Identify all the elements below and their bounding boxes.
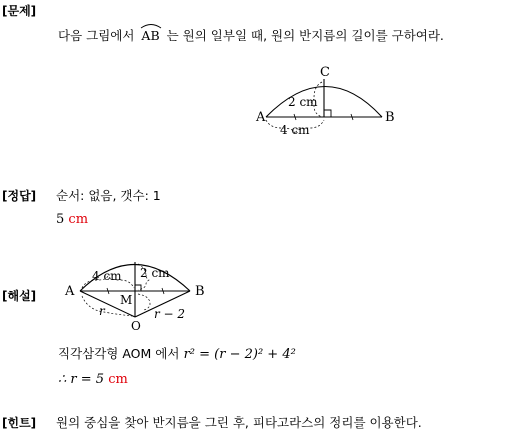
problem-text <box>58 26 444 44</box>
figure-arc-diagram <box>240 62 410 142</box>
solution-equation: r² = (r − 2)² + 4² <box>183 347 296 362</box>
hint-tag: [힌트] <box>2 416 37 430</box>
solution-label-b: B <box>195 284 205 299</box>
solution-tag: [해설] <box>2 289 37 303</box>
answer-value-line <box>56 212 88 227</box>
label-b: B <box>385 110 395 125</box>
brace-r-minus-2 <box>138 294 150 310</box>
solution-label-2cm: 2 cm <box>140 266 170 280</box>
problem-tag: [문제] <box>2 4 37 18</box>
arc-label: AB <box>141 28 160 43</box>
answer-tag: [정답] <box>2 189 37 203</box>
solution-line1-prefix: 직각삼각형 AOM 에서 <box>58 346 180 361</box>
label-a: A <box>256 110 266 125</box>
solution-label-4cm: 4 cm <box>92 269 122 283</box>
label-4cm: 4 cm <box>280 123 310 137</box>
answer-unit: cm <box>68 212 89 227</box>
figure-solution-diagram <box>58 250 218 334</box>
solution-line2 <box>58 372 128 387</box>
problem-text-after: 는 원의 일부일 때, 원의 반지름의 길이를 구하여라. <box>166 28 444 43</box>
solution-line1 <box>58 344 296 362</box>
arc-ab-notation <box>141 28 159 43</box>
right-angle-mark <box>324 110 331 117</box>
solution-right-angle <box>135 285 141 291</box>
solution-label-a: A <box>65 284 75 299</box>
solution-label-r-minus-2: r − 2 <box>154 307 186 321</box>
solution-label-m: M <box>120 293 133 307</box>
answer-line1: 순서: 없음, 갯수: 1 <box>56 188 161 203</box>
arc-notation-mark <box>140 23 162 29</box>
problem-text-before: 다음 그림에서 <box>58 28 135 43</box>
label-2cm: 2 cm <box>288 95 318 109</box>
label-c: C <box>320 65 330 80</box>
solution-label-r: r <box>99 304 105 318</box>
solution-line2-prefix: ∴ r = 5 <box>58 372 105 387</box>
solution-label-o: O <box>131 319 141 333</box>
solution-line2-unit: cm <box>108 372 128 387</box>
hint-text: 원의 중심을 찾아 반지름을 그린 후, 피타고라스의 정리를 이용한다. <box>56 415 422 430</box>
answer-value: 5 <box>56 212 65 227</box>
